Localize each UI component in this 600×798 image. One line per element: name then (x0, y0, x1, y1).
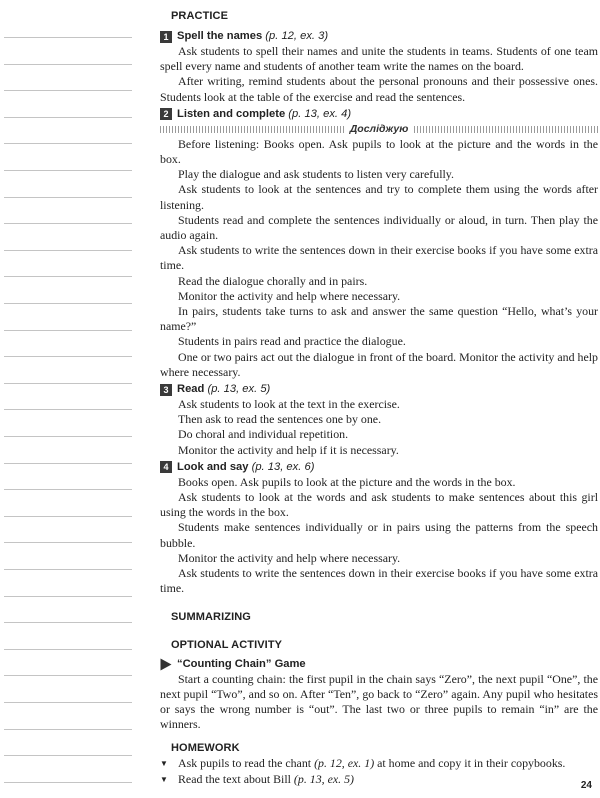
note-line (4, 463, 132, 464)
note-line (4, 622, 132, 623)
paragraph: Ask students to write the sentences down in their exercise books if you have some extra time. (160, 566, 598, 596)
note-line (4, 489, 132, 490)
note-line (4, 143, 132, 144)
paragraph: Ask students to look at the text in the exercise. (178, 397, 400, 412)
exercise-title: Read (177, 383, 205, 396)
homework-item (160, 772, 598, 787)
paragraph: Monitor the activity and help where necessary. (178, 550, 401, 565)
exercise-title: Look and say (177, 460, 249, 473)
note-line (4, 383, 132, 384)
homework-text: at home and copy it in their copybooks. (374, 756, 566, 771)
note-line (4, 117, 132, 118)
paragraph: Before listening: Books open. Ask pupils to look at the picture and the words in the box. (160, 136, 598, 167)
paragraph: Students in pairs read and practice the dialogue. (178, 334, 406, 349)
note-line (4, 276, 132, 277)
homework-ref: (p. 13, ex. 5) (293, 771, 355, 786)
note-line (4, 90, 132, 91)
note-line (4, 649, 132, 650)
note-line (4, 356, 132, 357)
note-line (4, 596, 132, 597)
page-content (160, 9, 598, 787)
section-heading-practice: PRACTICE (171, 10, 229, 22)
note-line (4, 37, 132, 38)
paragraph: In pairs, students take turns to ask and answer the same question “Hello, what’s your name?” (160, 304, 598, 334)
paragraph: Ask students to look at the sentences and try to complete them using the words after listening. (160, 182, 598, 212)
paragraph: Books open. Ask pupils to look at the picture and the words in the box. (178, 474, 516, 489)
exercise-ref: (p. 13, ex. 5) (207, 383, 271, 396)
note-line (4, 436, 132, 437)
paragraph: Ask students to look at the words and ask students to make sentences about this girl using the words in the box. (160, 490, 598, 520)
note-line (4, 516, 132, 517)
paragraph: Then ask to read the sentences one by one. (178, 412, 382, 427)
note-line (4, 755, 132, 756)
paragraph: Ask students to spell their names and unite the students in teams. Students of one team spell every name and students of another team write the names on the board. (160, 44, 598, 74)
bullet-triangle-icon: ▼ (160, 759, 168, 769)
exercise-ref: (p. 13, ex. 4) (288, 107, 352, 120)
bullet-triangle-icon: ▼ (160, 774, 168, 784)
exercise-4-heading (160, 460, 598, 475)
paragraph: After writing, remind students about the personal pronouns and their possessive ones. Students look at the table of the exercise and read the sentences. (160, 74, 598, 104)
homework-text: Ask pupils to read the chant (178, 756, 315, 771)
section-heading-homework: HOMEWORK (171, 742, 240, 755)
paragraph: Monitor the activity and help where necessary. (178, 288, 401, 303)
paragraph: Start a counting chain: the first pupil in the chain says “Zero”, the next pupil “One”, the next pupil “Two”, and so on. After “Ten”, go back to “Zero” again. Any pupil who hesitates or says the wrong number is “out”. The last two or three pupils to remain “in” are the winners. (160, 671, 598, 732)
note-line (4, 250, 132, 251)
exercise-ref: (p. 13, ex. 6) (251, 460, 315, 473)
homework-ref: (p. 12, ex. 1) (314, 756, 375, 771)
note-line (4, 675, 132, 676)
section-heading-optional-activity: OPTIONAL ACTIVITY (171, 638, 283, 651)
exercise-number-badge: 2 (160, 108, 172, 120)
note-line (4, 330, 132, 331)
exercise-3-heading (160, 382, 598, 397)
exercise-number-badge: 1 (160, 31, 172, 43)
note-line (4, 303, 132, 304)
paragraph: Read the dialogue chorally and in pairs. (178, 273, 368, 288)
note-line (4, 702, 132, 703)
band-label: Досліджую (349, 123, 409, 136)
note-line (4, 542, 132, 543)
note-line (4, 569, 132, 570)
game-heading (160, 657, 598, 672)
paragraph: Students make sentences individually or in pairs using the patterns from the speech bubble. (160, 520, 598, 550)
paragraph: Students read and complete the sentences individually or aloud, in turn. Then play the audio again. (160, 212, 598, 243)
game-title: “Counting Chain” Game (177, 657, 306, 670)
note-line (4, 170, 132, 171)
paragraph: Do choral and individual repetition. (178, 427, 349, 442)
note-line (4, 64, 132, 65)
band-stripes-right (414, 126, 598, 133)
note-line (4, 782, 132, 783)
investigate-band (160, 124, 598, 136)
exercise-title: Listen and complete (177, 107, 286, 120)
triangle-marker-icon (161, 658, 172, 670)
note-lines-margin (0, 0, 140, 798)
exercise-number-badge: 3 (160, 384, 172, 396)
paragraph: Monitor the activity and help if it is necessary. (178, 442, 399, 457)
page-number: 24 (580, 780, 592, 791)
note-line (4, 223, 132, 224)
note-line (4, 197, 132, 198)
exercise-1-heading (160, 29, 598, 44)
exercise-number-badge: 4 (160, 461, 172, 473)
homework-text: Read the text about Bill (178, 771, 294, 786)
paragraph: Ask students to write the sentences down in their exercise books if you have some extra time. (160, 243, 598, 273)
paragraph: One or two pairs act out the dialogue in front of the board. Monitor the activity and help where necessary. (160, 349, 598, 379)
section-heading-summarizing: SUMMARIZING (171, 610, 251, 623)
exercise-title: Spell the names (177, 30, 263, 42)
exercise-2-heading (160, 107, 598, 122)
band-stripes-left (160, 126, 344, 133)
note-line (4, 729, 132, 730)
exercise-ref: (p. 12, ex. 3) (265, 30, 329, 42)
paragraph: Play the dialogue and ask students to listen very carefully. (178, 167, 454, 182)
note-line (4, 409, 132, 410)
homework-item (160, 756, 598, 771)
